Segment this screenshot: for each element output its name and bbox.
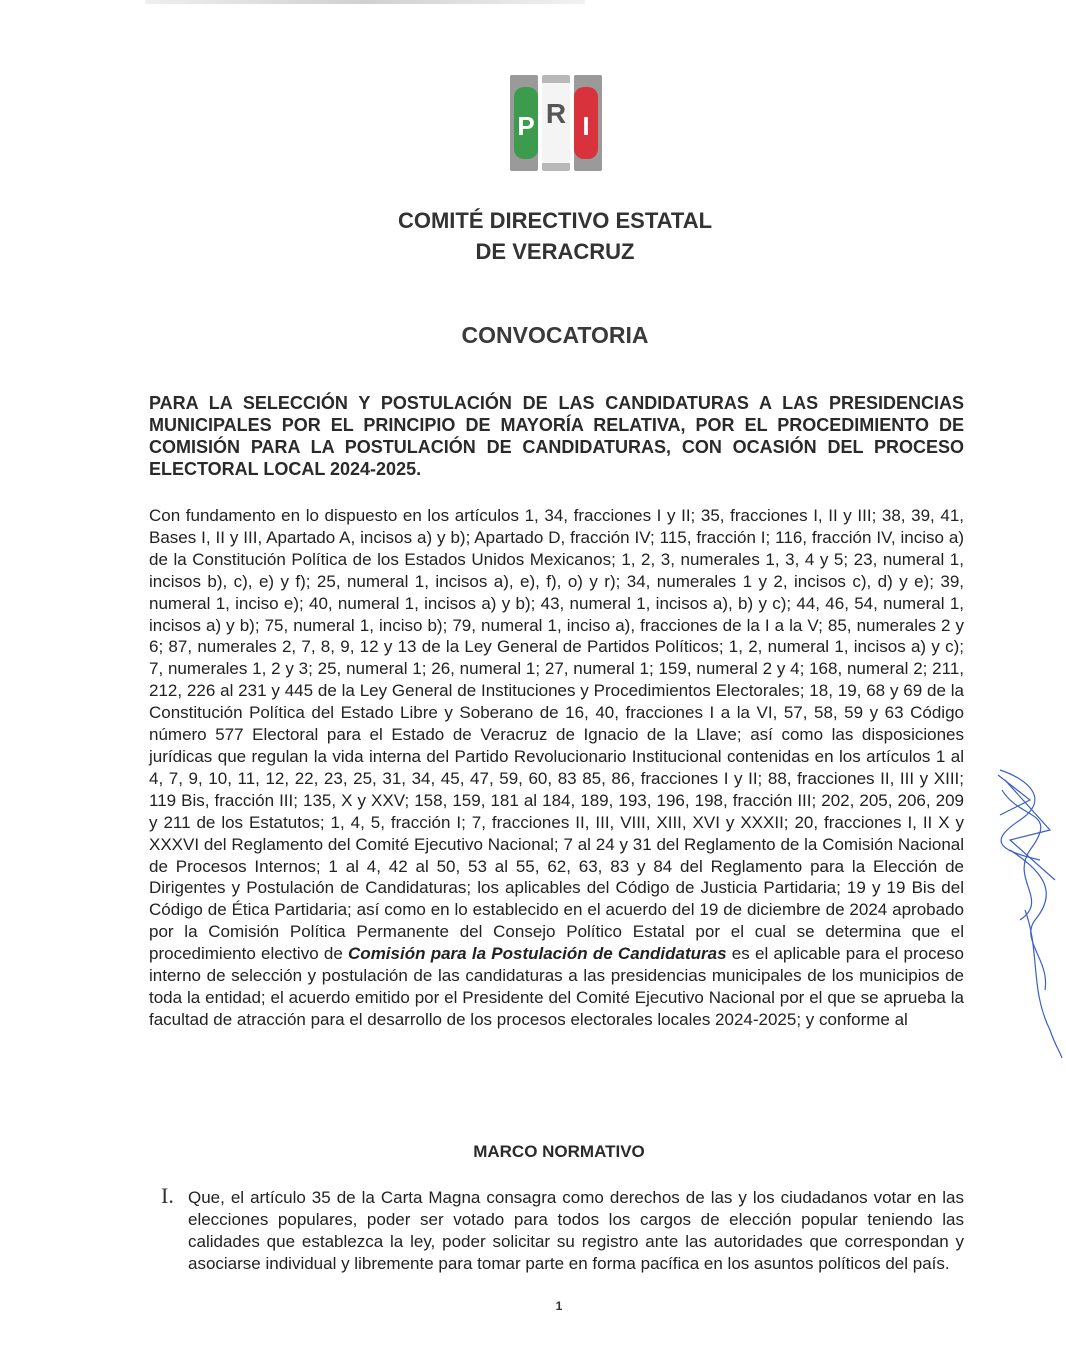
section-heading: MARCO NORMATIVO — [473, 1142, 645, 1161]
item-numeral: I. — [161, 1183, 174, 1208]
pri-logo — [508, 73, 604, 173]
legal-basis-emphasis: Comisión para la Postulación de Candidaturas — [348, 944, 727, 964]
committee-heading-line2: DE VERACRUZ — [475, 239, 635, 264]
numbered-item — [161, 1183, 964, 1275]
document-title: CONVOCATORIA — [461, 322, 649, 348]
svg-text:R: R — [545, 98, 567, 129]
svg-text:I: I — [582, 111, 590, 141]
pri-logo-icon — [508, 73, 604, 173]
committee-heading-line1: COMITÉ DIRECTIVO ESTATAL — [397, 208, 713, 233]
legal-basis-paragraph — [149, 505, 964, 1031]
legal-basis-text-2: es el aplicable para el proceso interno de selección y postulación de las candidaturas a las presidencias municipales de los municipios de toda la entidad; el acuerdo emitido por el Presidente del Comité Ejecutivo Nacional por el que se aprueba la facultad de atracción para el desarrollo de los procesos electorales locales 2024-2025; y conforme al — [149, 944, 964, 1029]
item-text: Que, el artículo 35 de la Carta Magna consagra como derechos de las y los ciudadanos votar en las elecciones populares, poder ser votado para todos los cargos de elección popular teniendo las calidades que establezca la ley, poder solicitar su registro ante las autoridades que correspondan y asociarse individual y libremente para tomar parte en forma pacífica en los asuntos políticos del país. — [188, 1188, 964, 1273]
document-subtitle: PARA LA SELECCIÓN Y POSTULACIÓN DE LAS CANDIDATURAS A LAS PRESIDENCIAS MUNICIPALES POR EL PRINCIPIO DE MAYORÍA RELATIVA, POR EL PROCEDIMIENTO DE COMISIÓN PARA LA POSTULACIÓN DE CANDIDATURAS, CON OCASIÓN DEL PROCESO ELECTORAL LOCAL 2024-2025. — [149, 393, 964, 479]
page-number: 1 — [555, 1299, 563, 1313]
scan-artifact — [145, 0, 585, 4]
committee-heading — [0, 205, 1066, 267]
svg-text:P: P — [517, 111, 535, 141]
handwritten-signature — [990, 760, 1066, 1060]
legal-basis-text-1: Con fundamento en lo dispuesto en los artículos 1, 34, fracciones I y II; 35, fracciones I, II y III; 38, 39, 41, Bases I, II y III, Apartado A, incisos a) y b); Apartado D, fracción IV; 115, fracción I; 116, fracción IV, inciso a) de la Constitución Política de los Estados Unidos Mexicanos; 1, 2, 3, numerales 1, 3, 4 y 5; 23, numeral 1, incisos b), c), e) y f); 25, numeral 1, incisos a), e), f), o) y r); 34, numerales 1 y 2, incisos c), d) y e); 39, numeral 1, inciso e); 40, numeral 1, incisos a) y b); 43, numeral 1, incisos a), b) y c); 44, 46, 54, numeral 1, incisos a) y b); 75, numeral 1, inciso b); 79, numeral 1, inciso a), fracciones de la I a la V; 85, numerales 2 y 6; 87, numerales 2, 7, 8, 9, 12 y 13 de la Ley General de Partidos Políticos; 1, 2, numeral 1, incisos a) y c); 7, numerales 1, 2 y 3; 25, numeral 1; 26, numeral 1; 27, numeral 1; 159, numeral 2 y 4; 168, numeral 2; 211, 212, 226 al 231 y 445 de la Ley General de Instituciones y Procedimientos Electorales; 18, 19, 68 y 69 de la Constitución Política del Estado Libre y Soberano de 16, 40, fracciones I a la VI, 57, 58, 59 y 63 Código número 577 Electoral para el Estado de Veracruz de Ignacio de la Llave; así como las disposiciones jurídicas que regulan la vida interna del Partido Revolucionario Institucional contenidas en los artículos 1 al 4, 7, 9, 10, 11, 12, 22, 23, 25, 31, 34, 45, 47, 59, 60, 83 85, 86, fracciones I y II; 88, fracciones II, III y XIII; 119 Bis, fracción III; 135, X y XXV; 158, 159, 181 al 184, 189, 193, 196, 198, fracción III; 202, 205, 206, 209 y 211 de los Estatutos; 1, 4, 5, fracción I; 7, fracciones II, III, VIII, XIII, XVI y XXXII; 20, fracciones I, II X y XXXVI del Reglamento del Comité Ejecutivo Nacional; 7 al 24 y 31 del Reglamento de la Comisión Nacional de Procesos Internos; 1 al 4, 42 al 50, 53 al 55, 62, 63, 83 y 84 del Reglamento para la Elección de Dirigentes y Postulación de Candidaturas; los aplicables del Código de Justicia Partidaria; 19 y 19 Bis del Código de Ética Partidaria; así como en lo establecido en el acuerdo del 19 de diciembre de 2024 aprobado por la Comisión Política Permanente del Consejo Político Estatal por el cual se determina que el procedimiento electivo de — [149, 506, 964, 964]
